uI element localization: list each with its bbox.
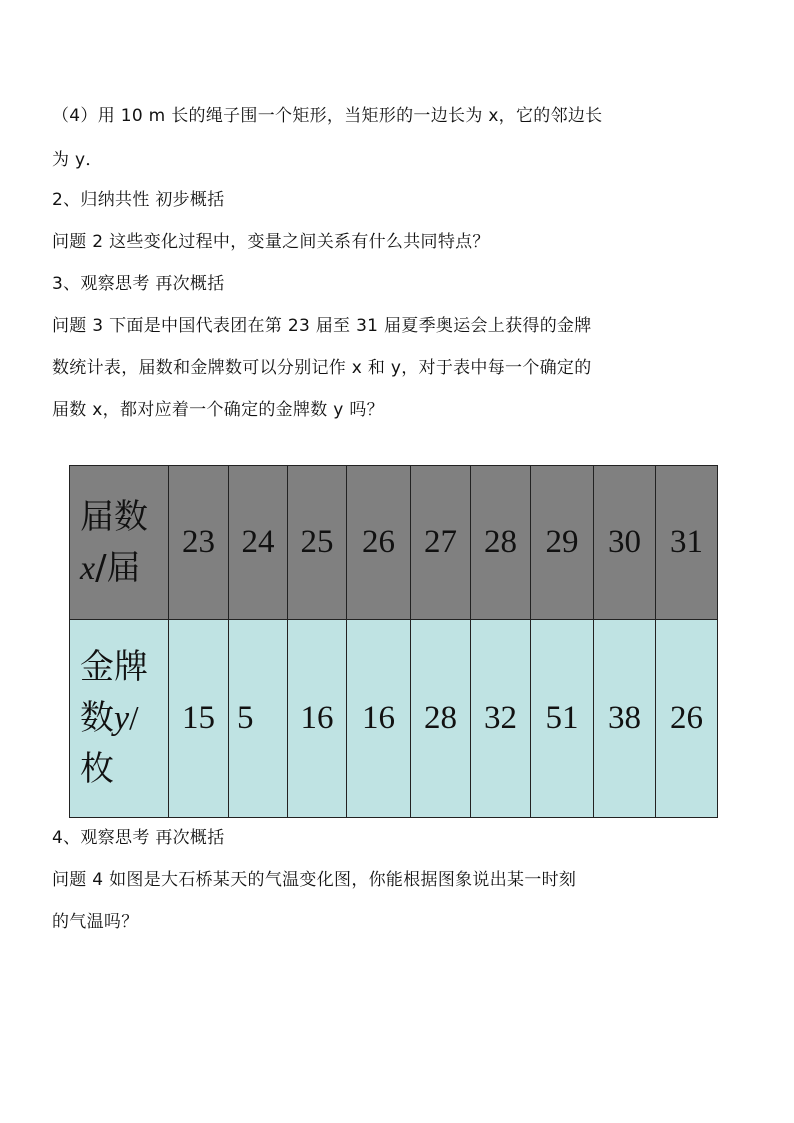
table-row-gold-medals [70,620,718,818]
question-3-line-1: 问题 3 下面是中国代表团在第 23 届至 31 届夏季奥运会上获得的金牌 [52,316,592,336]
table-cell-y: 26 [656,620,718,818]
header-medals-slash: / [129,700,139,737]
table-cell-y: 28 [411,620,471,818]
table-cell-y: 15 [169,620,229,818]
table-cell-x: 31 [656,466,718,620]
table-row-sessions [70,466,718,620]
table-cell-x: 29 [531,466,594,620]
header-medals-line3: 枚 [80,749,114,789]
question-2: 问题 2 这些变化过程中，变量之间关系有什么共同特点？ [52,232,490,252]
header-medals-line2: 数 [80,698,114,738]
section-heading-2: 2、归纳共性 初步概括 [52,190,225,210]
header-sessions-var: x [80,549,96,587]
table-cell-x: 23 [169,466,229,620]
header-cell-gold-medals [70,620,169,818]
header-medals-line1: 金牌 [80,647,148,687]
table-cell-x: 28 [471,466,531,620]
table-cell-y: 51 [531,620,594,818]
text-line-2: 为 y． [52,150,103,170]
table-cell-y: 16 [288,620,347,818]
header-cell-sessions [70,466,169,620]
header-medals-var: y [114,700,130,737]
table-cell-x: 26 [347,466,411,620]
question-3-line-3: 届数 x，都对应着一个确定的金牌数 y 吗？ [52,400,384,420]
table-cell-y: 38 [594,620,656,818]
table-cell-x: 30 [594,466,656,620]
table-cell-x: 27 [411,466,471,620]
header-sessions-label: 届数 [80,496,148,537]
text-line-1: （4）用 10 m 长的绳子围一个矩形，当矩形的一边长为 x，它的邻边长 [52,106,603,126]
question-4-line-1: 问题 4 如图是大石桥某天的气温变化图，你能根据图象说出某一时刻 [52,870,577,890]
header-sessions-unit: /届 [95,547,141,588]
table-cell-x: 24 [229,466,288,620]
table-cell-y: 16 [347,620,411,818]
section-heading-4: 4、观察思考 再次概括 [52,828,225,848]
table-cell-x: 25 [288,466,347,620]
section-heading-3: 3、观察思考 再次概括 [52,274,225,294]
question-4-line-2: 的气温吗？ [52,912,139,932]
table-cell-y: 32 [471,620,531,818]
table-cell-y: 5 [229,620,288,818]
medal-table [69,465,718,818]
question-3-line-2: 数统计表，届数和金牌数可以分别记作 x 和 y，对于表中每一个确定的 [52,358,592,378]
